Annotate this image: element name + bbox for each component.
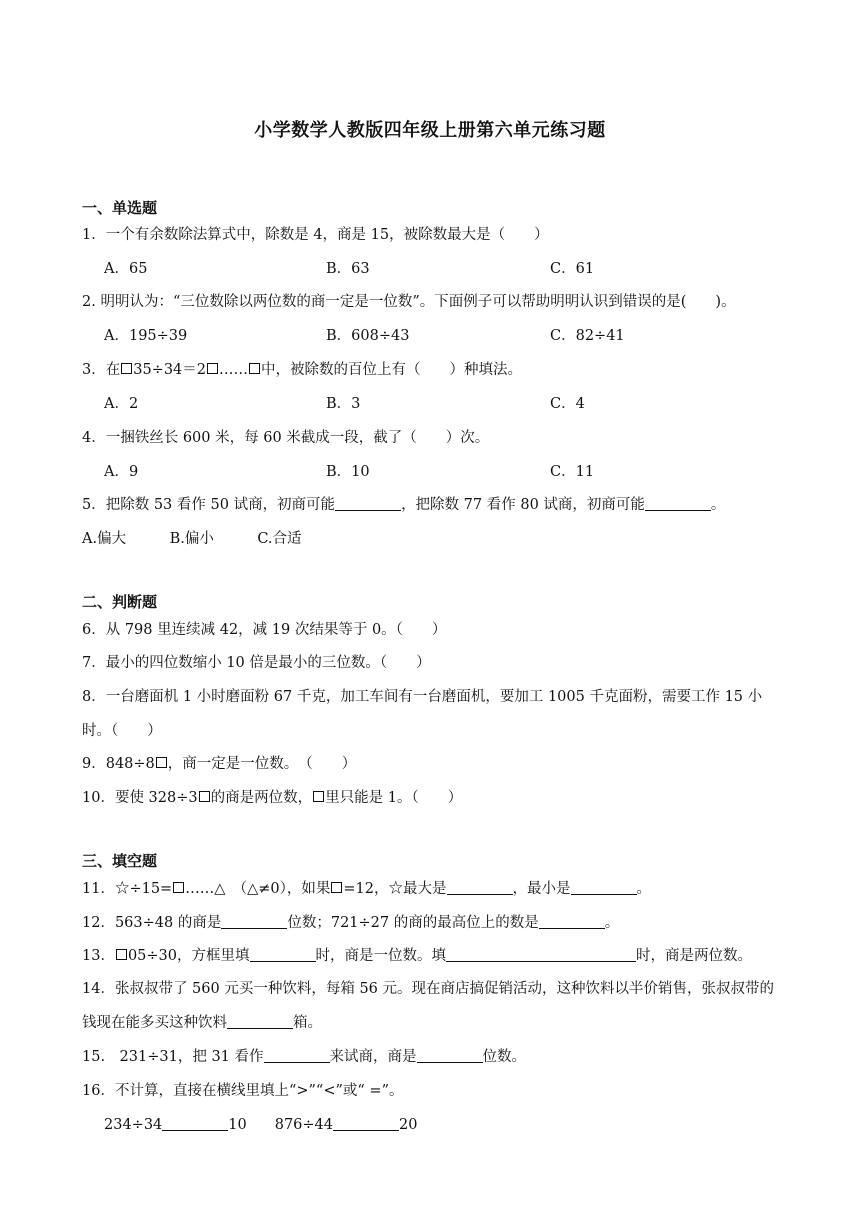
q3-text-post: 中，被除数的百位上有（ ）种填法。 — [261, 362, 523, 378]
q3-option-a: A．2 — [104, 396, 139, 412]
question-4: 4．一捆铁丝长 600 米，每 60 米截成一段，截了（ ）次。 — [82, 430, 490, 446]
answer-blank[interactable] — [335, 496, 401, 511]
q11-text-mid3: ，最小是 — [512, 881, 571, 897]
section-heading-fill-in: 三、填空题 — [82, 852, 158, 870]
question-13 — [82, 946, 752, 966]
q10-text-mid: 的商是两位数， — [210, 790, 313, 806]
answer-blank[interactable] — [264, 1048, 330, 1063]
answer-blank[interactable] — [250, 947, 316, 962]
question-7: 7．最小的四位数缩小 10 倍是最小的三位数。（ ） — [82, 655, 431, 671]
q16-comparisons — [104, 1115, 417, 1135]
q13-text-3: 时，商是两位数。 — [636, 948, 753, 964]
q14-text-2: 箱。 — [293, 1015, 322, 1031]
question-10 — [82, 788, 462, 808]
q5-text-2: ，把除数 77 看作 80 试商，初商可能 — [401, 497, 645, 513]
q2-option-c: C．82÷41 — [550, 328, 625, 344]
answer-blank[interactable] — [417, 1048, 483, 1063]
q14-text-1: 14．张叔叔带了 560 元买一种饮料，每箱 56 元。现在商店搞促销活动，这种饮料以半价销售，张叔叔带的钱现在能多买这种饮料 — [82, 981, 775, 1031]
q4-option-b: B．10 — [326, 464, 370, 480]
q11-text-post: 。 — [636, 881, 651, 897]
answer-blank[interactable] — [645, 496, 711, 511]
q4-option-a: A．9 — [104, 464, 139, 480]
q1-option-c: C．61 — [550, 261, 595, 277]
q15-text-3: 位数。 — [482, 1049, 527, 1065]
blank-box — [116, 949, 127, 960]
answer-blank[interactable] — [446, 947, 636, 962]
blank-box — [331, 882, 342, 893]
q11-text-mid2: =12，☆最大是 — [343, 881, 447, 897]
answer-blank[interactable] — [539, 914, 605, 929]
question-6: 6．从 798 里连续减 42，减 19 次结果等于 0。（ ） — [82, 622, 447, 638]
q3-option-c: C．4 — [550, 396, 585, 412]
answer-blank[interactable] — [333, 1116, 399, 1131]
blank-box — [156, 757, 167, 768]
q2-option-b: B．608÷43 — [326, 328, 410, 344]
answer-blank[interactable] — [571, 880, 637, 895]
question-5 — [82, 495, 725, 515]
blank-box — [121, 363, 132, 374]
q3-text-mid1: 35÷34＝2 — [133, 362, 207, 378]
question-1: 1．一个有余数除法算式中，除数是 4，商是 15，被除数最大是（ ） — [82, 227, 549, 243]
q9-text-post: ，商一定是一位数。 （ ） — [167, 756, 357, 772]
answer-blank[interactable] — [162, 1116, 228, 1131]
q15-text-1: 15. 231÷31，把 31 看作 — [82, 1049, 264, 1065]
answer-blank[interactable] — [227, 1014, 293, 1029]
question-2: 2. 明明认为：“三位数除以两位数的商一定是一位数”。下面例子可以帮助明明认识到错误的是( )。 — [82, 294, 736, 310]
section-heading-true-false: 二、判断题 — [82, 593, 158, 611]
q9-text-pre: 9．848÷8 — [82, 756, 155, 772]
q10-text-post: 里只能是 1。（ ） — [325, 790, 463, 806]
blank-box — [199, 791, 210, 802]
q16-expr-1: 234÷34 — [104, 1117, 163, 1133]
q3-text-mid2: …… — [219, 362, 249, 378]
q3-text-pre: 3．在 — [82, 362, 121, 378]
q5-text-1: 5．把除数 53 看作 50 试商，初商可能 — [82, 497, 336, 513]
q16-value-1: 10 — [228, 1117, 247, 1133]
q1-option-a: A．65 — [104, 261, 148, 277]
q2-option-a: A．195÷39 — [104, 328, 188, 344]
q12-text-2: 位数；721÷27 的商的最高位上的数是 — [287, 915, 539, 931]
q3-option-b: B．3 — [326, 396, 361, 412]
page-title: 小学数学人教版四年级上册第六单元练习题 — [254, 120, 606, 141]
q11-text-mid1: ……△ （△≠0），如果 — [185, 881, 331, 897]
q16-expr-2: 876÷44 — [274, 1117, 334, 1133]
q13-text-1: 05÷30，方框里填 — [127, 948, 250, 964]
question-3 — [82, 360, 522, 380]
q5-options: A.偏大 B.偏小 C.合适 — [82, 531, 302, 547]
q11-text-pre: 11．☆÷15= — [82, 881, 173, 897]
question-16: 16．不计算，直接在横线里填上“>”“<”或“ =”。 — [82, 1083, 404, 1099]
q15-text-2: 来试商，商是 — [329, 1049, 417, 1065]
blank-box — [249, 363, 260, 374]
question-14 — [82, 972, 782, 1040]
q13-text-2: 时，商是一位数。填 — [315, 948, 447, 964]
q1-option-b: B．63 — [326, 261, 370, 277]
question-12 — [82, 913, 619, 933]
q10-text-pre: 10．要使 328÷3 — [82, 790, 198, 806]
section-heading-single-choice: 一、单选题 — [82, 199, 158, 217]
q16-value-2: 20 — [399, 1117, 418, 1133]
answer-blank[interactable] — [447, 880, 513, 895]
blank-box — [207, 363, 218, 374]
question-11 — [82, 879, 651, 899]
q12-text-3: 。 — [604, 915, 620, 931]
answer-blank[interactable] — [221, 914, 287, 929]
q12-text-1: 12．563÷48 的商是 — [82, 915, 222, 931]
blank-box — [313, 791, 324, 802]
question-9 — [82, 754, 356, 774]
q5-text-3: 。 — [710, 497, 726, 513]
blank-box — [173, 882, 184, 893]
question-8: 8．一台磨面机 1 小时磨面粉 67 千克，加工车间有一台磨面机，要加工 1005 千克面粉，需要工作 15 小时。（ ） — [82, 689, 763, 739]
q4-option-c: C．11 — [550, 464, 595, 480]
question-15 — [82, 1047, 526, 1067]
q13-text-0: 13． — [82, 948, 115, 964]
